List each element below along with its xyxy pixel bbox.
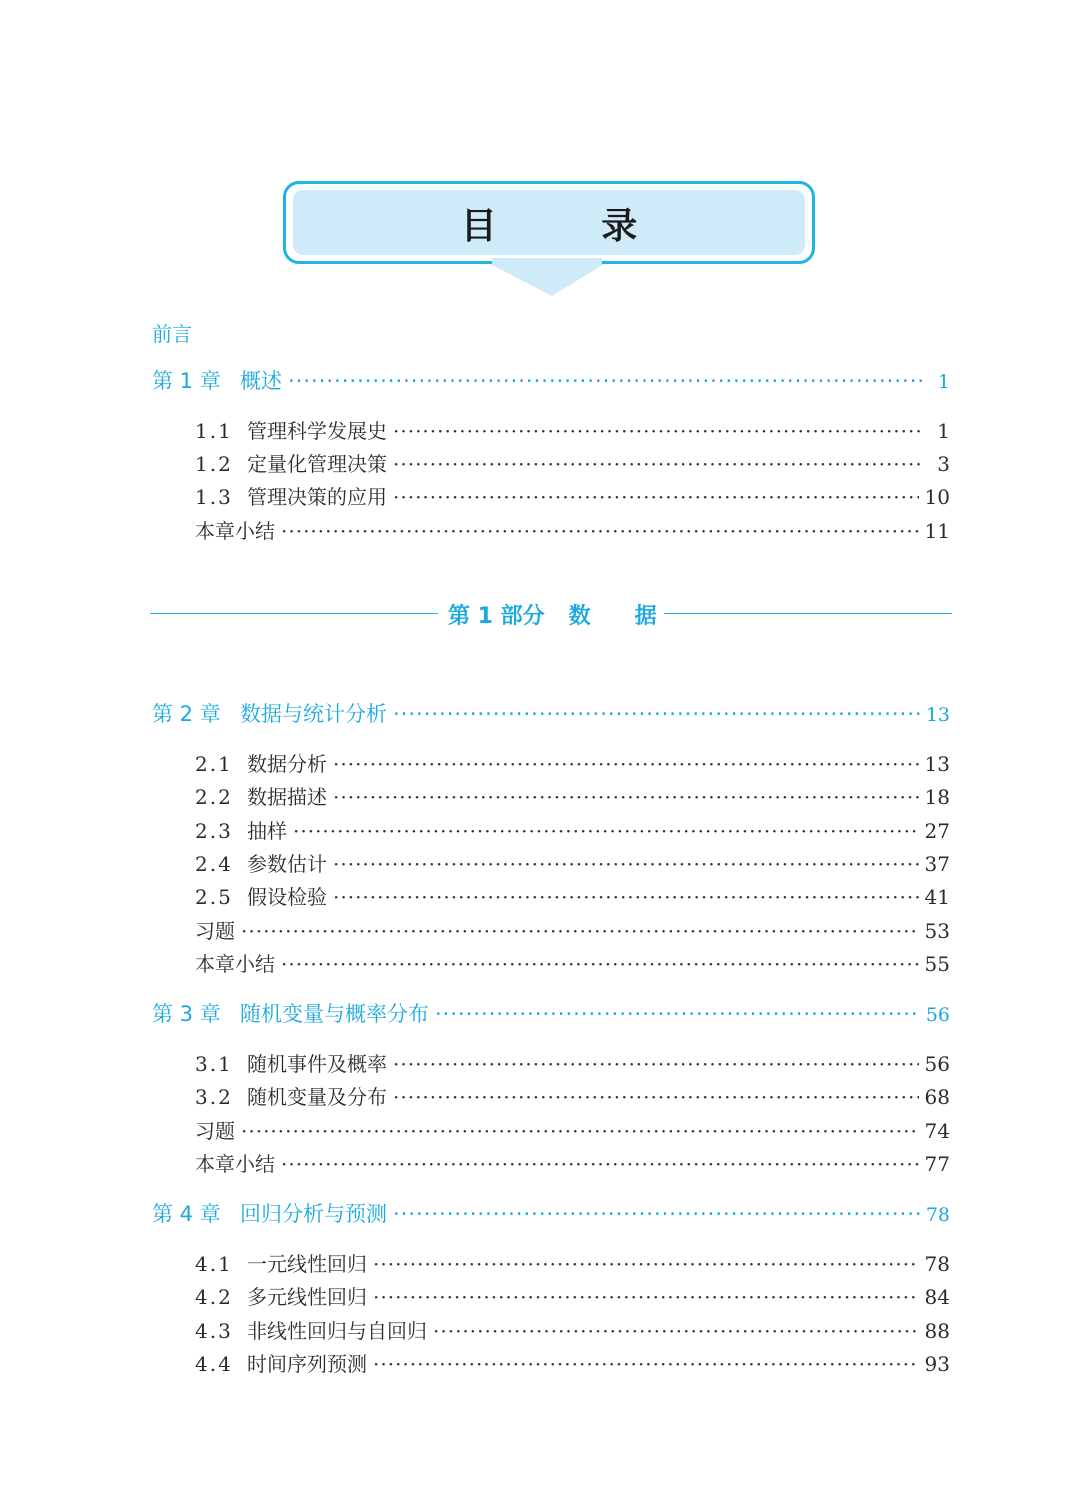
page-number: 68 [924, 1085, 950, 1109]
section-title: 非线性回归与自回归 [247, 1319, 427, 1343]
dot-leader [393, 1201, 920, 1227]
dot-leader [393, 701, 920, 727]
dot-leader [373, 1351, 919, 1377]
section-number: 2.2 [195, 785, 233, 809]
section-title: 随机事件及概率 [247, 1052, 387, 1076]
toc-entry[interactable] [195, 884, 950, 910]
chapter-3-entry[interactable] [152, 1001, 950, 1027]
dot-leader [373, 1284, 919, 1310]
dot-leader [333, 884, 919, 910]
section-title: 管理科学发展史 [247, 419, 387, 443]
section-number: 3.1 [195, 1052, 233, 1076]
page-number: 93 [924, 1352, 950, 1376]
section-number: 3.2 [195, 1085, 233, 1109]
page-number: 53 [924, 919, 950, 943]
section-title: 一元线性回归 [247, 1252, 367, 1276]
section-title: 时间序列预测 [247, 1352, 367, 1376]
dot-leader [393, 1084, 919, 1110]
part-name-char: 据 [634, 604, 657, 629]
chapter-title: 数据与统计分析 [240, 702, 387, 726]
section-title: 本章小结 [195, 1152, 275, 1176]
page-number: 1 [937, 371, 950, 393]
dot-leader [393, 418, 922, 444]
section-number: 4.1 [195, 1252, 233, 1276]
page-number: 56 [924, 1052, 950, 1076]
dot-leader [393, 484, 919, 510]
part-divider-right [664, 613, 952, 614]
toc-entry[interactable] [195, 451, 950, 477]
section-title: 假设检验 [247, 885, 327, 909]
page-number: 56 [925, 1004, 950, 1026]
toc-entry[interactable] [195, 918, 950, 944]
section-number: 4.4 [195, 1352, 233, 1376]
toc-entry[interactable] [195, 418, 950, 444]
part-1-title[interactable] [448, 599, 657, 630]
page-number: 88 [924, 1319, 950, 1343]
section-title: 定量化管理决策 [247, 452, 387, 476]
section-number: 1.1 [195, 419, 233, 443]
toc-entry[interactable] [195, 751, 950, 777]
section-number: 1.2 [195, 452, 233, 476]
section-title: 本章小结 [195, 519, 275, 543]
dot-leader [433, 1318, 919, 1344]
page-number: 13 [924, 752, 950, 776]
toc-entry[interactable] [195, 1051, 950, 1077]
page-number: 84 [924, 1285, 950, 1309]
page-number: 41 [924, 885, 950, 909]
section-number: 1.3 [195, 485, 233, 509]
chapter-number: 第 2 章 [152, 702, 221, 726]
section-title: 习题 [195, 919, 235, 943]
dot-leader [288, 368, 922, 394]
toc-entry[interactable] [195, 1084, 950, 1110]
section-title: 管理决策的应用 [247, 485, 387, 509]
section-number: 2.3 [195, 819, 233, 843]
dot-leader [393, 1051, 919, 1077]
dot-leader [281, 518, 919, 544]
section-title: 抽样 [247, 819, 287, 843]
page-number: 55 [924, 952, 950, 976]
toc-entry[interactable] [195, 1118, 950, 1144]
section-title: 参数估计 [247, 852, 327, 876]
toc-entry[interactable] [195, 484, 950, 510]
section-number: 4.2 [195, 1285, 233, 1309]
section-title: 本章小结 [195, 952, 275, 976]
page-number: 77 [924, 1152, 950, 1176]
toc-entry[interactable] [195, 784, 950, 810]
toc-title: 目 录 [460, 206, 684, 247]
part-divider-left [150, 613, 438, 614]
part-label: 第 1 部分 [448, 604, 545, 629]
page-number: 78 [924, 1252, 950, 1276]
toc-entry[interactable] [195, 518, 950, 544]
section-title: 习题 [195, 1119, 235, 1143]
page-number: 37 [924, 852, 950, 876]
toc-title-box [283, 181, 815, 264]
dot-leader [435, 1001, 920, 1027]
dot-leader [333, 751, 919, 777]
section-number: 2.5 [195, 885, 233, 909]
dot-leader [393, 451, 922, 477]
dot-leader [333, 851, 919, 877]
dot-leader [293, 818, 919, 844]
page-number: 13 [925, 704, 950, 726]
section-number: 4.3 [195, 1319, 233, 1343]
page-number: 11 [924, 519, 950, 543]
chapter-title: 随机变量与概率分布 [240, 1002, 429, 1026]
chapter-2-entry[interactable] [152, 701, 950, 727]
section-title: 数据描述 [247, 785, 327, 809]
dot-leader [281, 1151, 919, 1177]
toc-entry[interactable] [195, 851, 950, 877]
page-number: 3 [937, 452, 950, 476]
chapter-number: 第 3 章 [152, 1002, 221, 1026]
chapter-number: 第 4 章 [152, 1202, 221, 1226]
section-title: 随机变量及分布 [247, 1085, 387, 1109]
chapter-4-entry[interactable] [152, 1201, 950, 1227]
toc-entry[interactable] [195, 1251, 950, 1277]
toc-entry[interactable] [195, 951, 950, 977]
dot-leader [333, 784, 919, 810]
section-title: 多元线性回归 [247, 1285, 367, 1309]
page-number: 27 [924, 819, 950, 843]
dot-leader [241, 1118, 919, 1144]
section-number: 2.1 [195, 752, 233, 776]
page-number: 74 [924, 1119, 950, 1143]
page-number: 1 [937, 419, 950, 443]
section-title: 数据分析 [247, 752, 327, 776]
section-number: 2.4 [195, 852, 233, 876]
page-number: 10 [924, 485, 950, 509]
toc-entry[interactable] [195, 818, 950, 844]
page-number: 78 [925, 1204, 950, 1226]
chapter-title: 回归分析与预测 [240, 1202, 387, 1226]
dot-leader [373, 1251, 919, 1277]
page-number: 18 [924, 785, 950, 809]
toc-entry[interactable] [195, 1284, 950, 1310]
toc-entry[interactable] [195, 1151, 950, 1177]
chapter-title: 概述 [240, 369, 282, 393]
chapter-1-entry[interactable] [152, 368, 950, 394]
chapter-number: 第 1 章 [152, 369, 221, 393]
toc-entry[interactable] [195, 1318, 950, 1344]
preface-link[interactable]: 前言 [152, 322, 192, 346]
dot-leader [281, 951, 919, 977]
dot-leader [241, 918, 919, 944]
toc-entry[interactable] [195, 1351, 950, 1377]
part-name-char: 数 [568, 604, 591, 629]
